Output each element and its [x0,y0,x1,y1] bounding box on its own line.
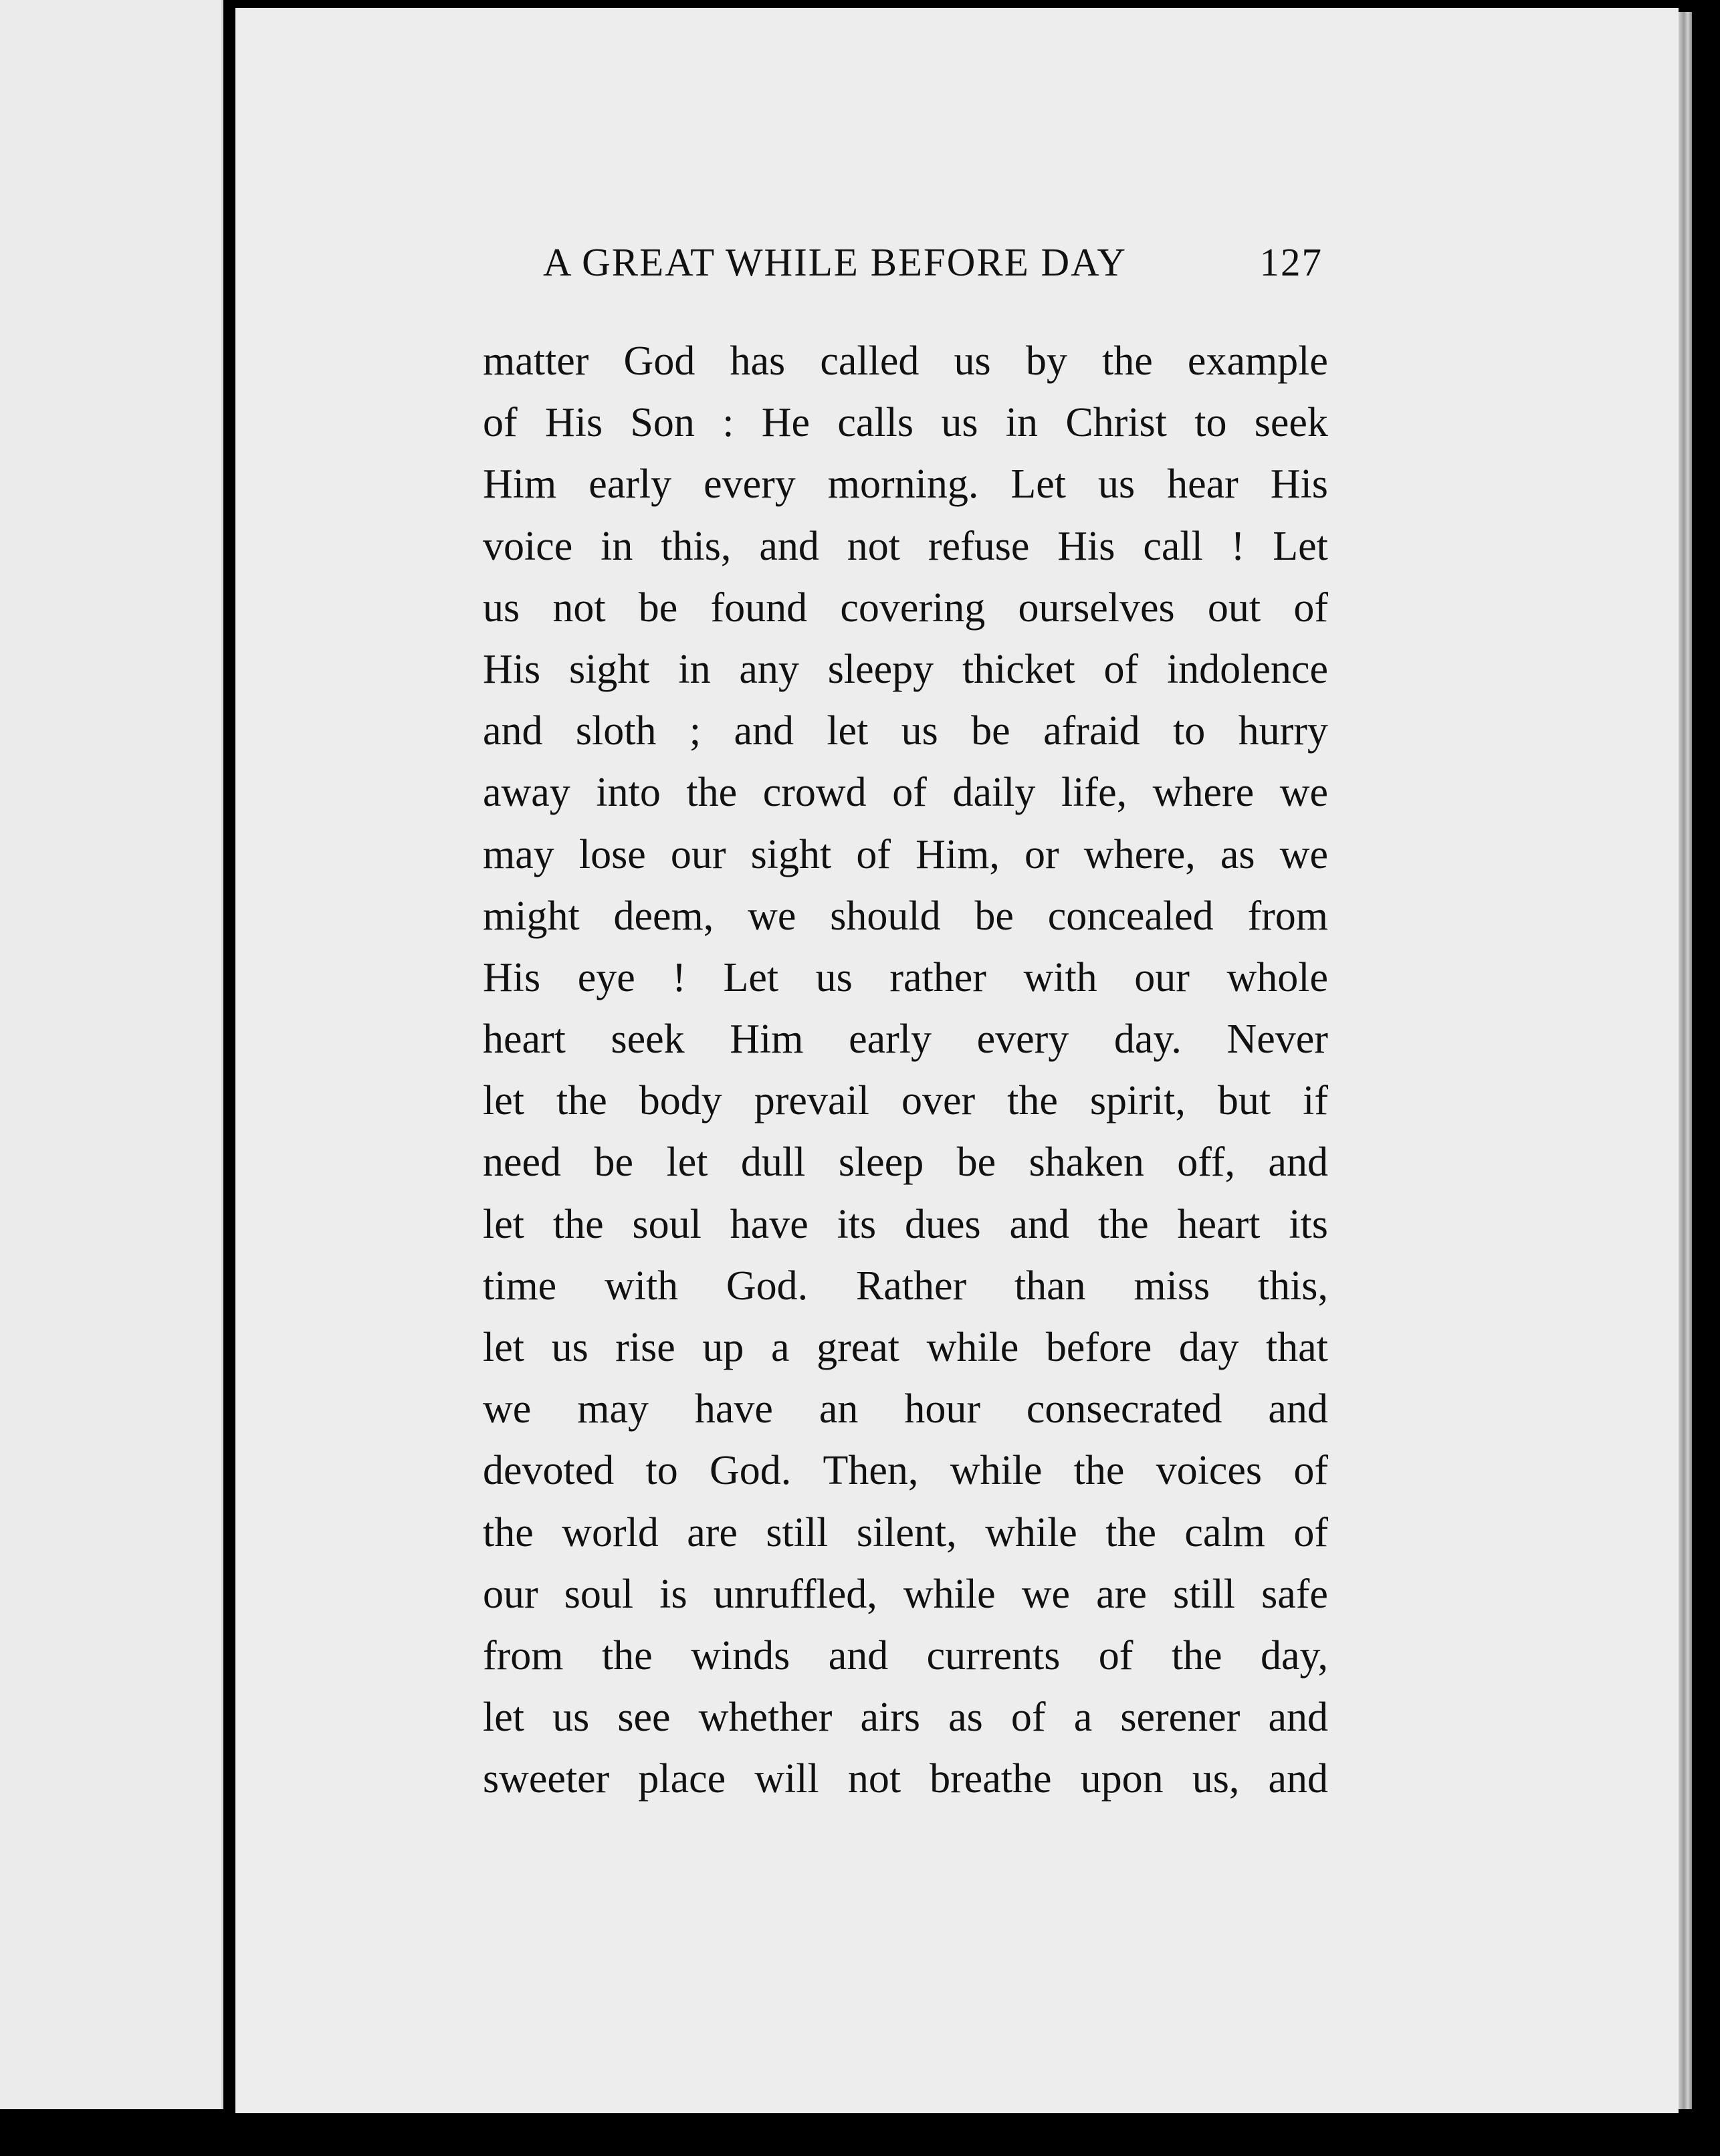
text-line: sweeter place will not breathe upon us, and [483,1756,1328,1802]
text-line: from the winds and currents of the day, [483,1632,1328,1679]
text-line: we may have an hour consecrated and [483,1386,1328,1432]
text-line: the world are still silent, while the calm of [483,1509,1328,1555]
left-facing-page [0,0,223,2109]
page-number: 127 [1259,240,1323,284]
text-line: away into the crowd of daily life, where we [483,770,1328,816]
text-line: of His Son : He calls us in Christ to seek [483,400,1328,446]
body-text [483,330,1328,1810]
text-line: need be let dull sleep be shaken off, and [483,1140,1328,1186]
page-edges [1679,12,1692,2109]
text-line: let the body prevail over the spirit, but if [483,1078,1328,1124]
text-line: let us see whether airs as of a serener and [483,1695,1328,1741]
text-line: may lose our sight of Him, or where, as we [483,831,1328,877]
text-line: us not be found covering ourselves out of [483,584,1328,631]
text-line: let us rise up a great while before day that [483,1325,1328,1370]
text-line: devoted to God. Then, while the voices of [483,1448,1328,1494]
text-line: His sight in any sleepy thicket of indolence [483,646,1328,692]
text-line: His eye ! Let us rather with our whole [483,954,1328,1000]
text-line: matter God has called us by the example [483,338,1328,384]
text-line: our soul is unruffled, while we are still safe [483,1571,1328,1617]
text-line: heart seek Him early every day. Never [483,1016,1328,1063]
text-line: time with God. Rather than miss this, [483,1263,1328,1309]
text-line: Him early every morning. Let us hear His [483,461,1328,508]
text-line: and sloth ; and let us be afraid to hurry [483,708,1328,754]
running-head [543,239,1323,290]
running-title: A GREAT WHILE BEFORE DAY [543,240,1127,284]
text-line: voice in this, and not refuse His call ! Let [483,523,1328,569]
text-line: let the soul have its dues and the heart its [483,1201,1328,1247]
text-line: might deem, we should be concealed from [483,893,1328,939]
